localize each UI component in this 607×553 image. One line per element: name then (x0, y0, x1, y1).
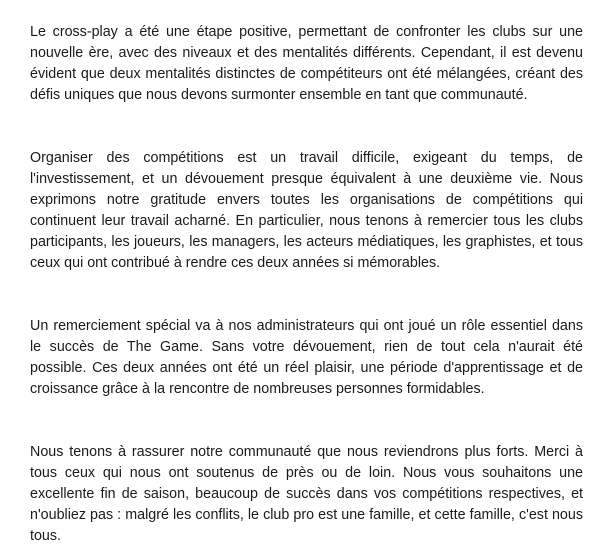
document-body (30, 22, 583, 547)
paragraph-administrators-thanks: Un remerciement spécial va à nos administrateurs qui ont joué un rôle essentiel dans le succès de The Game. Sans votre dévouement, rien de tout cela n'aurait été possible. Ces deux années ont été un réel plaisir, une période d'apprentissage et de croissance grâce à la rencontre de nombreuses personnes formidables. (30, 318, 583, 397)
paragraph-community-message: Nous tenons à rassurer notre communauté que nous reviendrons plus forts. Merci à tous ceux qui nous ont soutenus de près ou de loin. Nous vous souhaitons une excellente fin de saison, beaucoup de succès dans vos compétitions respectives, et n'oubliez pas : malgré les conflits, le club pro est une famille, et cette famille, c'est nous tous. (30, 444, 583, 544)
paragraph-cross-play: Le cross-play a été une étape positive, permettant de confronter les clubs sur une nouvelle ère, avec des niveaux et des mentalités différents. Cependant, il est devenu évident que deux mentalités distinctes de compétiteurs ont été mélangées, créant des défis uniques que nous devons surmonter ensemble en tant que communauté. (30, 24, 583, 103)
paragraph-organisers-gratitude: Organiser des compétitions est un travail difficile, exigeant du temps, de l'investissement, et un dévouement presque équivalent à une deuxième vie. Nous exprimons notre gratitude envers toutes les organisations de compétitions qui continuent leur travail acharné. En particulier, nous tenons à remercier tous les clubs participants, les joueurs, les managers, les acteurs médiatiques, les graphistes, et tous ceux qui ont contribué à rendre ces deux années si mémorables. (30, 150, 583, 271)
